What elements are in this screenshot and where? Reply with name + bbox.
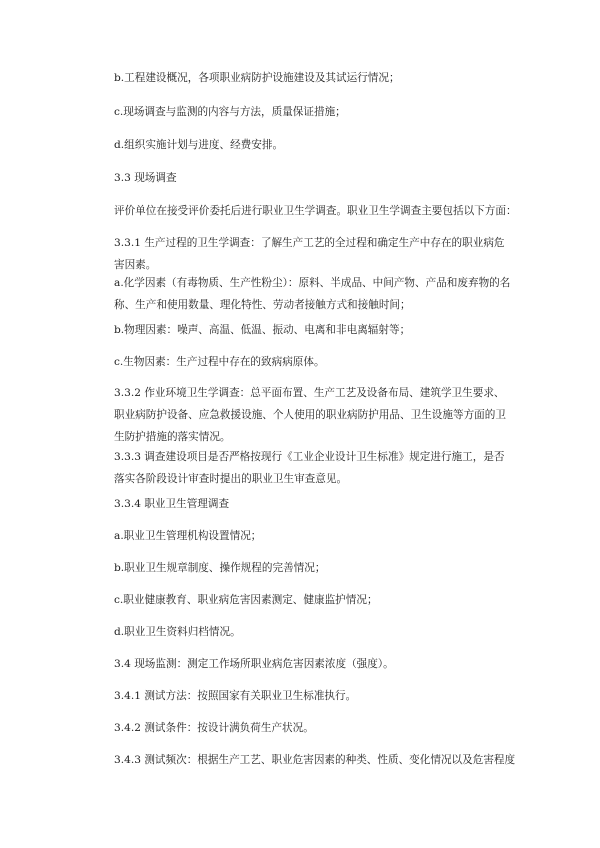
paragraph-3-3-1: 3.3.1 生产过程的卫生学调查：了解生产工艺的全过程和确定生产中存在的职业病危害因素。 xyxy=(114,237,505,271)
paragraph-c-survey-method: c.现场调查与监测的内容与方法，质量保证措施； xyxy=(114,106,346,118)
paragraph-3-4-2: 3.4.2 测试条件：按设计满负荷生产状况。 xyxy=(114,722,314,734)
paragraph-3-4-1: 3.4.1 测试方法：按照国家有关职业卫生标准执行。 xyxy=(114,690,357,702)
paragraph-c-education: c.职业健康教育、职业病危害因素测定、健康监护情况； xyxy=(114,594,378,606)
paragraph-3-4-3: 3.4.3 测试频次：根据生产工艺、职业危害因素的种类、性质、变化情况以及危害程度 xyxy=(114,754,516,766)
section-heading-3-4: 3.4 现场监测：测定工作场所职业病危害因素浓度（强度）。 xyxy=(114,658,394,670)
paragraph-d-schedule: d.组织实施计划与进度、经费安排。 xyxy=(114,139,284,151)
paragraph-d-archive: d.职业卫生资料归档情况。 xyxy=(114,626,241,638)
paragraph-survey-intro: 评价单位在接受评价委托后进行职业卫生学调查。职业卫生学调查主要包括以下方面： xyxy=(114,205,517,217)
paragraph-biological-factors: c.生物因素：生产过程中存在的致病病原体。 xyxy=(114,356,325,368)
paragraph-chemical-factors: a.化学因素（有毒物质、生产性粉尘）：原料、半成品、中间产物、产品和废弃物的名称、生产和使用数量、理化特性、劳动者接触方式和接触时间； xyxy=(114,277,511,311)
paragraph-b-construction: b.工程建设概况，各项职业病防护设施建设及其试运行情况； xyxy=(114,72,400,84)
paragraph-b-rules: b.职业卫生规章制度、操作规程的完善情况； xyxy=(114,562,326,574)
paragraph-3-3-2: 3.3.2 作业环境卫生学调查：总平面布置、生产工艺及设备布局、建筑学卫生要求、职业病防护设备、应急救援设施、个人使用的职业病防护用品、卫生设施等方面的卫生防护措施的落实情况。 xyxy=(114,387,506,443)
paragraph-a-org: a.职业卫生管理机构设置情况； xyxy=(114,530,262,542)
section-heading-3-3: 3.3 现场调查 xyxy=(114,172,177,184)
section-heading-3-3-4: 3.3.4 职业卫生管理调查 xyxy=(114,498,230,510)
paragraph-physical-factors: b.物理因素：噪声、高温、低温、振动、电离和非电离辐射等； xyxy=(114,324,411,336)
paragraph-3-3-3: 3.3.3 调查建设项目是否严格按现行《工业企业设计卫生标准》规定进行施工，是否落实各阶段设计审查时提出的职业卫生审查意见。 xyxy=(114,451,505,485)
